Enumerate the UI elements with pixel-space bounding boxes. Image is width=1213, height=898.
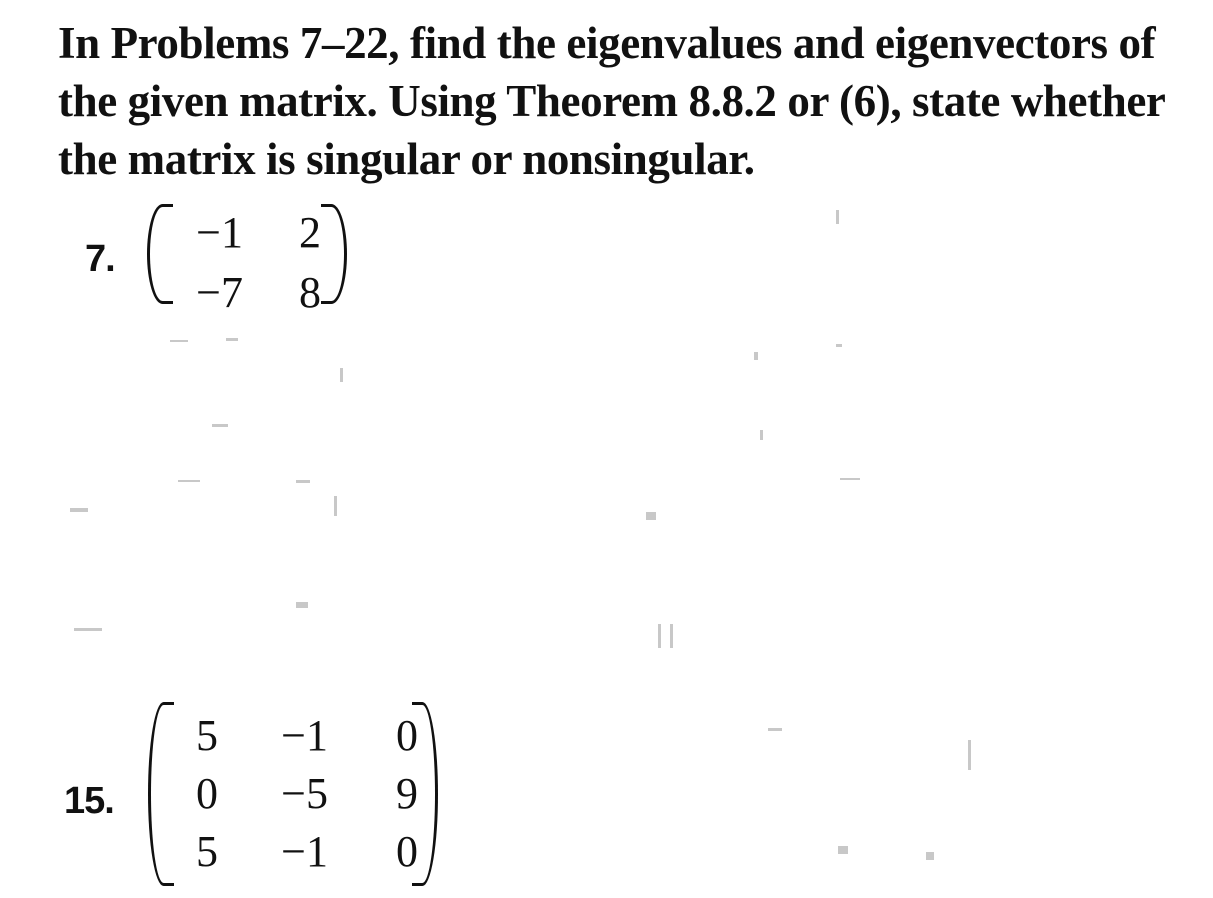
instructions-line: In Problems 7–22, find the eigenvalues and eigenvectors of bbox=[58, 18, 1156, 68]
matrix-entry: 5 bbox=[196, 827, 218, 876]
matrix-entry: 5 bbox=[196, 711, 218, 760]
problem-number: 15. bbox=[64, 780, 114, 822]
instructions-line: the given matrix. Using Theorem 8.8.2 or (6), state whether bbox=[58, 76, 1166, 126]
residue-mark bbox=[226, 338, 238, 341]
residue-mark bbox=[968, 740, 971, 770]
matrix-entry: −1 bbox=[281, 827, 328, 876]
problem-number: 7. bbox=[85, 238, 115, 280]
matrix-entry: 0 bbox=[196, 769, 218, 818]
problem-instructions bbox=[58, 14, 1178, 188]
residue-mark bbox=[70, 508, 88, 512]
residue-mark bbox=[296, 602, 308, 608]
residue-mark bbox=[178, 480, 200, 482]
right-parenthesis bbox=[412, 702, 438, 886]
matrix-2x2 bbox=[147, 204, 347, 317]
residue-mark bbox=[334, 496, 337, 516]
matrix-3x3 bbox=[148, 702, 438, 886]
matrix-entries bbox=[170, 711, 418, 876]
residue-mark bbox=[768, 728, 782, 731]
instructions-line: the matrix is singular or nonsingular. bbox=[58, 134, 755, 184]
matrix-entries bbox=[171, 208, 321, 317]
residue-mark bbox=[670, 624, 673, 648]
residue-mark bbox=[760, 430, 763, 440]
matrix-entry: 8 bbox=[299, 268, 321, 317]
matrix-entry: −7 bbox=[196, 268, 243, 317]
residue-mark bbox=[212, 424, 228, 427]
matrix-entry: −1 bbox=[281, 711, 328, 760]
problem-7 bbox=[85, 200, 365, 317]
residue-mark bbox=[754, 352, 758, 360]
residue-mark bbox=[840, 478, 860, 480]
residue-mark bbox=[340, 368, 343, 382]
residue-mark bbox=[296, 480, 310, 483]
matrix-entry: 2 bbox=[299, 208, 321, 257]
residue-mark bbox=[926, 852, 934, 860]
matrix-entry: 0 bbox=[396, 827, 418, 876]
matrix-entry: −5 bbox=[281, 769, 328, 818]
right-parenthesis bbox=[321, 204, 347, 304]
matrix-entry: 0 bbox=[396, 711, 418, 760]
left-parenthesis bbox=[147, 204, 173, 304]
matrix-entry: 9 bbox=[396, 769, 418, 818]
residue-mark bbox=[838, 846, 848, 854]
residue-mark bbox=[836, 344, 842, 347]
residue-mark bbox=[74, 628, 102, 631]
residue-mark bbox=[836, 210, 839, 224]
residue-mark bbox=[170, 340, 188, 342]
matrix-entry: −1 bbox=[196, 208, 243, 257]
residue-mark bbox=[646, 512, 656, 520]
problem-15 bbox=[64, 700, 484, 890]
residue-mark bbox=[658, 624, 661, 648]
